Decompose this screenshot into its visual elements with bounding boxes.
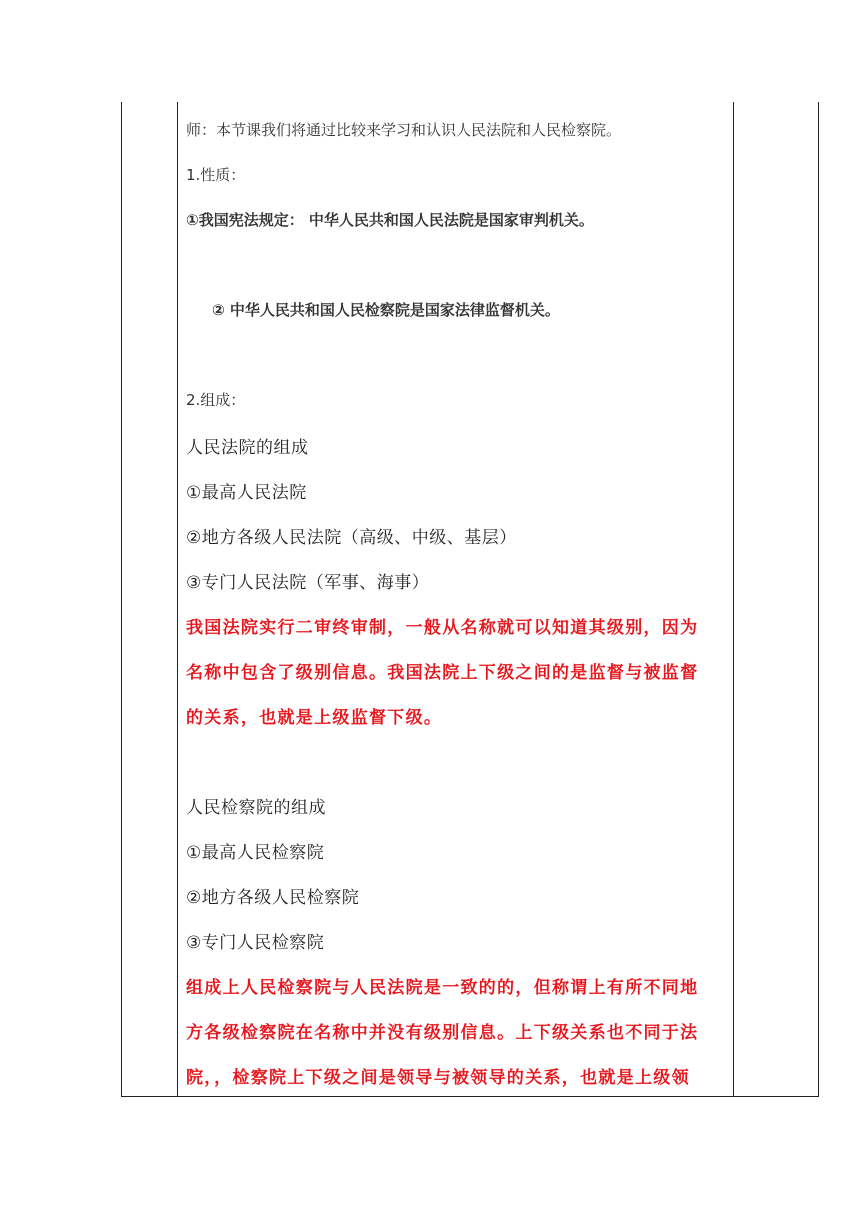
nature-court: ①我国宪法规定： 中华人民共和国人民法院是国家审判机关。 [186, 211, 594, 229]
intro-text: 师：本节课我们将通过比较来学习和认识人民法院和人民检察院。 [186, 121, 622, 139]
court-note-line: 的关系，也就是上级监督下级。 [186, 708, 443, 728]
list-item: ①最高人民检察院 [186, 843, 325, 863]
section-title-nature: 1.性质： [186, 166, 246, 184]
list-item: ③专门人民法院（军事、海事） [186, 573, 430, 593]
procuratorate-note-line: 组成上人民检察院与人民法院是一致的的，但称谓上有所不同地 [186, 978, 699, 998]
court-heading: 人民法院的组成 [186, 438, 309, 458]
list-item: ③专门人民检察院 [186, 933, 325, 953]
table-border-col3 [733, 102, 734, 1097]
table-border-col2 [177, 102, 178, 1097]
table-border-right [818, 102, 819, 1097]
court-note-line: 我国法院实行二审终审制，一般从名称就可以知道其级别，因为 [186, 618, 699, 638]
procuratorate-heading: 人民检察院的组成 [186, 798, 326, 818]
section-title-composition: 2.组成： [186, 391, 246, 409]
table-border-bottom [121, 1096, 819, 1097]
court-note-line: 名称中包含了级别信息。我国法院上下级之间的是监督与被监督 [186, 663, 699, 683]
list-item: ②地方各级人民法院（高级、中级、基层） [186, 528, 517, 548]
list-item: ①最高人民法院 [186, 483, 307, 503]
table-border-left [121, 102, 122, 1097]
procuratorate-note-line: 院，，检察院上下级之间是领导与被领导的关系，也就是上级领 [186, 1068, 690, 1088]
nature-procuratorate: ② 中华人民共和国人民检察院是国家法律监督机关。 [212, 301, 560, 319]
procuratorate-note-line: 方各级检察院在名称中并没有级别信息。上下级关系也不同于法 [186, 1023, 699, 1043]
list-item: ②地方各级人民检察院 [186, 888, 360, 908]
